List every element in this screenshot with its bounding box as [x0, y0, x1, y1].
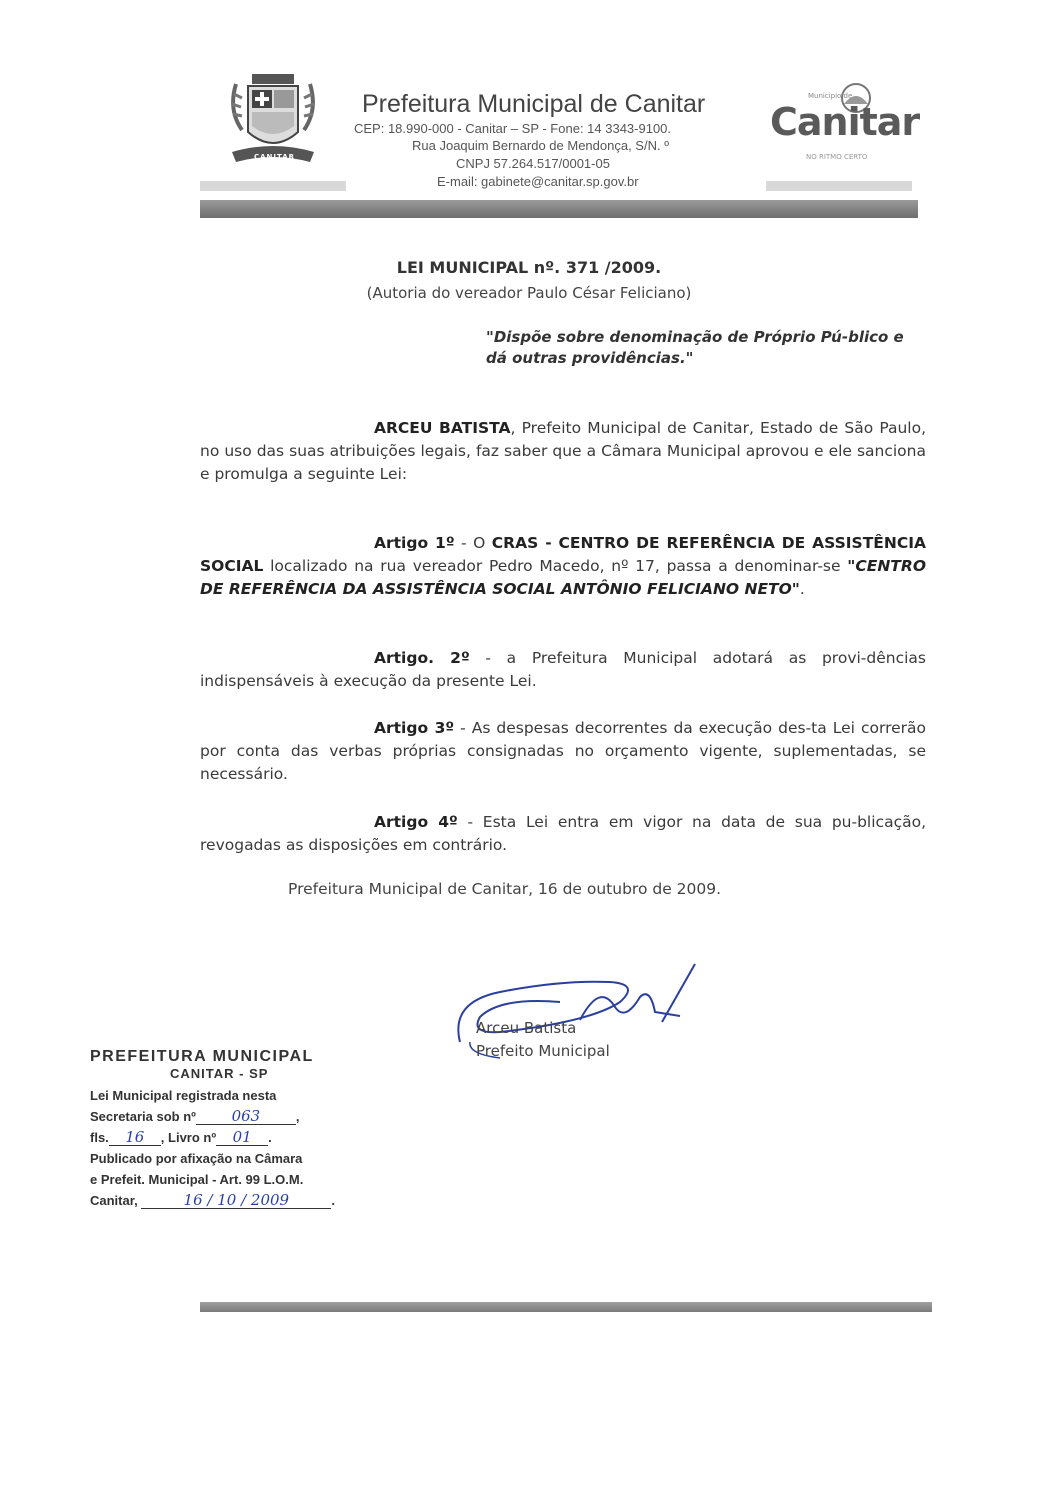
law-authorship: (Autoria do vereador Paulo César Feliciano) — [366, 284, 692, 302]
signatory-name: Arceu Batista — [476, 1019, 577, 1037]
header-divider-right — [766, 181, 912, 191]
stamp-city: CANITAR - SP — [170, 1066, 269, 1081]
header-cnpj-line: CNPJ 57.264.517/0001-05 — [456, 156, 610, 171]
header-band — [200, 200, 918, 218]
stamp-line: e Prefeit. Municipal - Art. 99 L.O.M. — [90, 1172, 304, 1187]
law-title: LEI MUNICIPAL nº. 371 /2009. — [396, 258, 662, 277]
stamp-page-number: 16 — [109, 1129, 161, 1146]
header-street-line: Rua Joaquim Bernardo de Mendonça, S/N. º — [412, 138, 669, 153]
stamp-line: Publicado por afixação na Câmara — [90, 1151, 303, 1166]
article-4: Artigo 4º - Esta Lei entra em vigor na data de sua pu-blicação, revogadas as disposições em contrário. — [200, 813, 926, 854]
stamp-date: 16 / 10 / 2009 — [141, 1192, 331, 1209]
crest-label: CANITAR — [254, 153, 296, 161]
article-3: Artigo 3º - As despesas decorrentes da execução des-ta Lei correrão por conta das verbas próprias consignadas no orçamento vigente, suplementadas, se necessário. — [200, 719, 926, 783]
article-2: Artigo. 2º - a Prefeitura Municipal adotará as provi-dências indispensáveis à execução da presente Lei. — [200, 649, 926, 690]
stamp-title: PREFEITURA MUNICIPAL — [90, 1048, 314, 1065]
law-ementa: "Dispõe sobre denominação de Próprio Pú-blico e dá outras providências." — [486, 328, 904, 367]
date-line: Prefeitura Municipal de Canitar, 16 de outubro de 2009. — [288, 880, 722, 898]
registration-stamp — [90, 1048, 380, 1211]
signatory-role: Prefeito Municipal — [476, 1042, 610, 1060]
header-address-line: CEP: 18.990-000 - Canitar – SP - Fone: 14 3343-9100. — [354, 121, 672, 136]
stamp-line: Canitar, 16 / 10 / 2009 . — [90, 1191, 335, 1209]
header-title: Prefeitura Municipal de Canitar — [362, 90, 706, 118]
header-email-line: E-mail: gabinete@canitar.sp.gov.br — [437, 174, 639, 189]
canitar-logo: Municipio de Canitar NO RITMO CERTO — [768, 78, 918, 170]
stamp-line: Secretaria sob nº 063 , — [90, 1107, 300, 1125]
footer-band — [200, 1302, 932, 1312]
header-divider-left — [200, 181, 346, 191]
stamp-book-number: 01 — [216, 1129, 268, 1146]
stamp-line: Lei Municipal registrada nesta — [90, 1088, 277, 1103]
article-1: Artigo 1º - O CRAS - CENTRO DE REFERÊNCIA DE ASSISTÊNCIA SOCIAL localizado na rua vereador Pedro Macedo, nº 17, passa a denominar-se "CENTRO DE REFERÊNCIA DA ASSISTÊNCIA SOCIAL ANTÔNIO FELICIANO NETO". — [200, 534, 926, 598]
stamp-registration-number: 063 — [196, 1108, 296, 1125]
stamp-line: fls. 16 , Livro nº 01 . — [90, 1128, 272, 1146]
intro-paragraph: ARCEU BATISTA, Prefeito Municipal de Canitar, Estado de São Paulo, no uso das suas atribuições legais, faz saber que a Câmara Municipal aprovou e ele sanciona e promulga a seguinte Lei: — [200, 419, 927, 483]
